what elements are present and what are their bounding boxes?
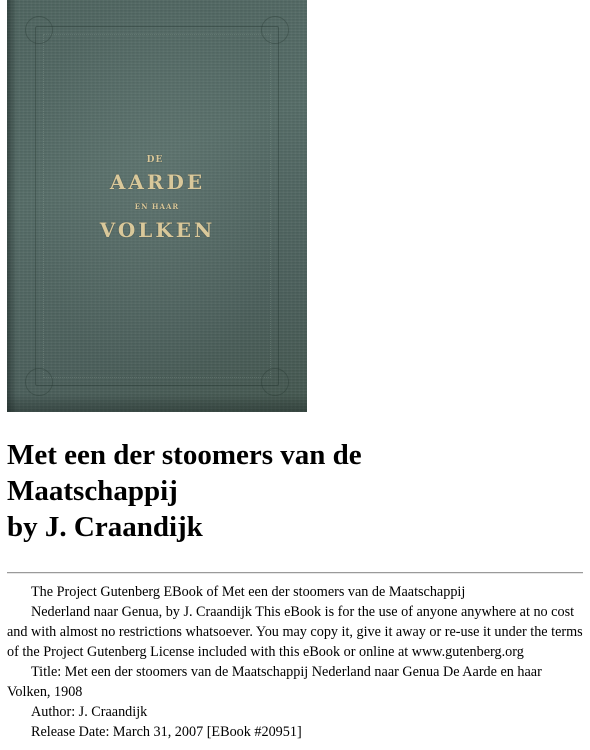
paragraph-release-date: Release Date: March 31, 2007 [EBook #20951] — [31, 724, 302, 740]
ebook-header-text — [7, 582, 585, 742]
cover-corner-ornament — [25, 368, 53, 396]
cover-title-de: DE — [146, 155, 164, 165]
title-line-2: Maatschappij — [7, 475, 178, 507]
cover-corner-ornament — [261, 368, 289, 396]
cover-bottom-shadow — [7, 394, 307, 412]
page-title — [7, 437, 577, 545]
cover-title-aarde: AARDE — [109, 170, 206, 194]
paragraph-license: Nederland naar Genua, by J. Craandijk This eBook is for the use of anyone anywhere at no cost and with almost no restrictions whatsoever. You may copy it, give it away or re-use it under the terms of the Project Gutenberg License included with this eBook or online at www.gutenberg.org — [7, 604, 583, 660]
paragraph-author: Author: J. Craandijk — [31, 704, 148, 720]
title-author-line: by J. Craandijk — [7, 511, 203, 543]
paragraph-title: Title: Met een der stoomers van de Maatschappij Nederland naar Genua De Aarde en haar Volken, 1908 — [7, 664, 542, 700]
book-cover-image — [7, 0, 307, 412]
cover-corner-ornament — [261, 16, 289, 44]
cover-title-en-haar: EN HAAR — [134, 202, 180, 211]
cover-corner-ornament — [25, 16, 53, 44]
paragraph-ebook-title: The Project Gutenberg EBook of Met een der stoomers van de Maatschappij — [31, 584, 466, 600]
horizontal-divider — [7, 572, 583, 574]
cover-title-volken: VOLKEN — [99, 218, 216, 242]
title-line-1: Met een der stoomers van de — [7, 439, 362, 471]
